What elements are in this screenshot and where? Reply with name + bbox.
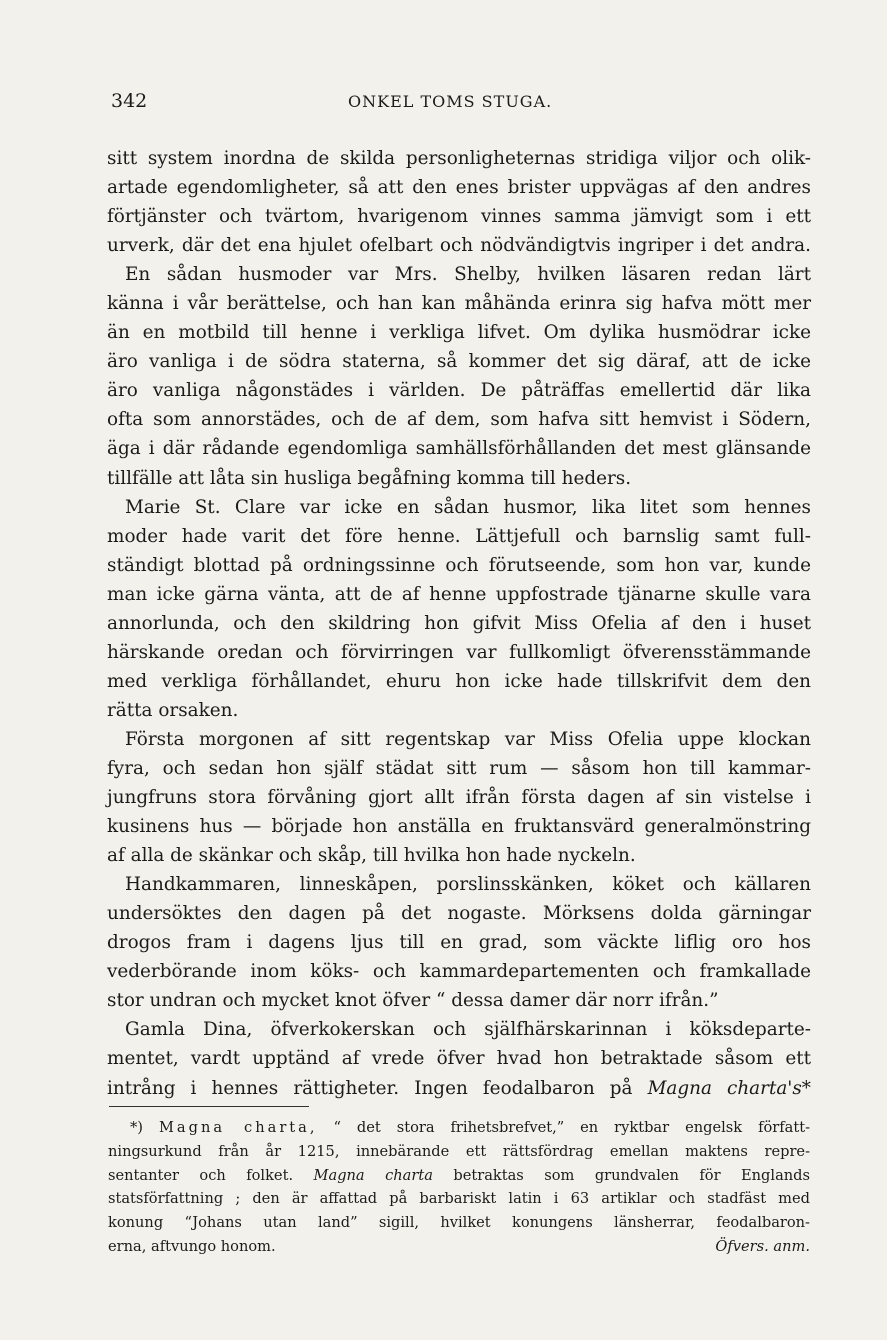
running-title: ONKEL TOMS STUGA. bbox=[348, 92, 553, 111]
text-line: förtjänster och tvärtom, hvarigenom vinnes samma jämvigt som i ett bbox=[107, 206, 811, 228]
text-line: stor undran och mycket knot öfver “ dessa damer där norr ifrån.” bbox=[107, 990, 719, 1012]
footnote-rule bbox=[109, 1106, 309, 1107]
text-line: fyra, och sedan hon själf städat sitt rum — såsom hon till kammar- bbox=[107, 757, 811, 779]
text-line: mentet, vardt upptänd af vrede öfver hvad hon betraktade såsom ett bbox=[107, 1048, 811, 1070]
footnote-line: konung “Johans utan land” sigill, hvilket konungens länsherrar, feodalbaron- bbox=[108, 1214, 810, 1232]
footnote-line bbox=[108, 1116, 810, 1140]
text-line: med verkliga förhållandet, ehuru hon icke hade tillskrifvit dem den bbox=[107, 670, 811, 692]
text-line: annorlunda, och den skildring hon gifvit Miss Ofelia af den i huset bbox=[107, 612, 811, 634]
italic-term: Magna charta bbox=[313, 1166, 433, 1184]
text-line: undersöktes den dagen på det nogaste. Mörksens dolda gärningar bbox=[107, 903, 811, 925]
text-line: rätta orsaken. bbox=[107, 699, 239, 721]
text-line: äro vanliga någonstädes i världen. De påträffas emellertid där lika bbox=[107, 380, 811, 402]
footnote-line bbox=[108, 1164, 810, 1188]
text-line: Marie St. Clare var icke en sådan husmor, lika litet som hennes bbox=[125, 496, 811, 518]
text-line: ofta som annorstädes, och de af dem, som hafva sitt hemvist i Södern, bbox=[107, 409, 811, 431]
text-line-with-italic bbox=[107, 1074, 811, 1103]
body-text bbox=[107, 144, 811, 1103]
text-fragment: sentanter och folket. bbox=[108, 1166, 294, 1184]
text-fragment: erna, aftvungo honom. bbox=[108, 1237, 276, 1255]
text-fragment: betraktas som grundvalen för Englands bbox=[453, 1166, 810, 1184]
translator-note-signature: Öfvers. anm. bbox=[715, 1237, 810, 1255]
text-line: af alla de skänkar och skåp, till hvilka hon hade nyckeln. bbox=[107, 845, 636, 867]
text-line: moder hade varit det före henne. Lättjefull och barnslig samt full- bbox=[107, 525, 811, 547]
text-line: kusinens hus — började hon anställa en fruktansvärd generalmönstring bbox=[107, 816, 811, 838]
italic-term: Magna charta's* bbox=[647, 1077, 811, 1099]
text-line: En sådan husmoder var Mrs. Shelby, hvilken läsaren redan lärt bbox=[125, 264, 811, 286]
page-header bbox=[0, 90, 887, 120]
text-line: artade egendomligheter, så att den enes brister uppvägas af den andres bbox=[107, 177, 811, 199]
footnote bbox=[108, 1116, 810, 1259]
text-line: ständigt blottad på ordningssinne och förutseende, som hon var, kunde bbox=[107, 554, 811, 576]
page-number: 342 bbox=[111, 90, 148, 112]
text-line: äro vanliga i de södra staterna, så kommer det sig däraf, att de icke bbox=[107, 351, 811, 373]
text-line: tillfälle att låta sin husliga begåfning komma till heders. bbox=[107, 467, 632, 489]
text-line: jungfruns stora förvåning gjort allt ifrån första dagen af sin vistelse i bbox=[107, 787, 811, 809]
text-line: man icke gärna vänta, att de af henne uppfostrade tjänarne skulle vara bbox=[107, 583, 811, 605]
text-fragment: intrång i hennes rättigheter. Ingen feodalbaron på bbox=[107, 1077, 633, 1099]
text-line: drogos fram i dagens ljus till en grad, som väckte liflig oro hos bbox=[107, 932, 811, 954]
text-line: Handkammaren, linneskåpen, porslinsskänken, köket och källaren bbox=[125, 874, 811, 896]
footnote-line: statsförfattning ; den är affattad på barbariskt latin i 63 artiklar och stadfäst med bbox=[108, 1190, 810, 1208]
footnote-marker: *) bbox=[130, 1119, 143, 1136]
footnote-line: ningsurkund från år 1215, innebärande ett rättsfördrag emellan maktens repre- bbox=[108, 1142, 810, 1160]
text-line: vederbörande inom köks- och kammardepartementen och framkallade bbox=[107, 961, 811, 983]
text-line: äga i där rådande egendomliga samhällsförhållanden det mest glänsande bbox=[107, 438, 811, 460]
text-line: än en motbild till henne i verkliga lifvet. Om dylika husmödrar icke bbox=[107, 322, 811, 344]
text-line: sitt system inordna de skilda personligheternas stridiga viljor och olik- bbox=[107, 148, 811, 169]
text-line: härskande oredan och förvirringen var fullkomligt öfverensstämmande bbox=[107, 641, 811, 663]
text-fragment: “ det stora frihetsbrefvet,” en ryktbar engelsk författ- bbox=[333, 1119, 810, 1136]
footnote-term: Magna charta, bbox=[158, 1119, 318, 1136]
text-line: Första morgonen af sitt regentskap var Miss Ofelia uppe klockan bbox=[125, 728, 811, 750]
text-line: Gamla Dina, öfverkokerskan och själfhärskarinnan i köksdeparte- bbox=[125, 1019, 811, 1041]
text-line: urverk, där det ena hjulet ofelbart och nödvändigtvis ingriper i det andra. bbox=[107, 235, 811, 257]
footnote-line bbox=[108, 1235, 810, 1259]
text-line: känna i vår berättelse, och han kan måhända erinra sig hafva mött mer bbox=[107, 293, 811, 315]
